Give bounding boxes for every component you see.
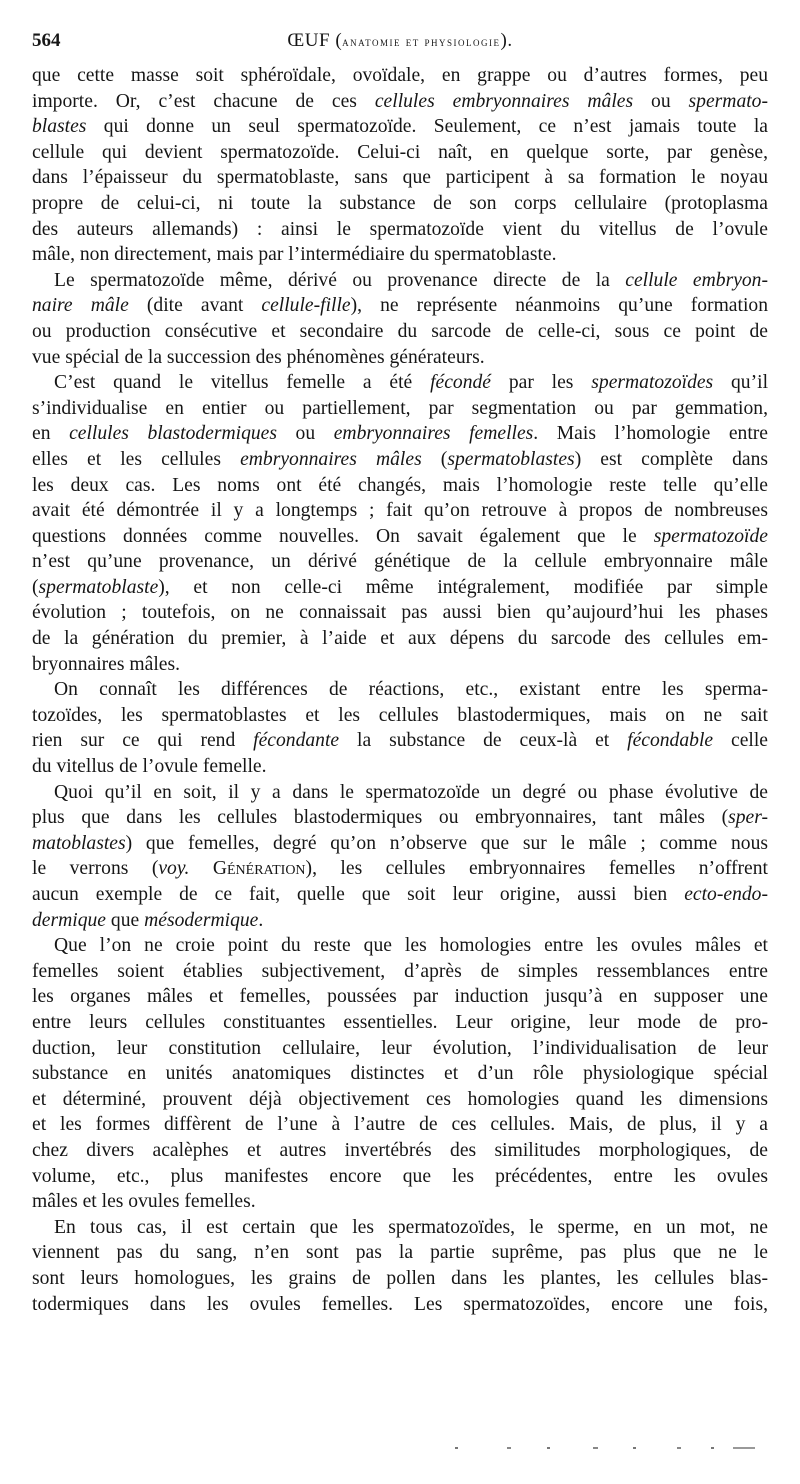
page-number: 564 bbox=[32, 30, 61, 51]
text-line bbox=[32, 498, 768, 524]
text-run: des auteurs allemands) : ainsi le spermatozoïde vient du vitellus de l’ovule bbox=[32, 218, 768, 240]
text-line bbox=[32, 549, 768, 575]
text-run: volume, etc., plus manifestes encore que les précédentes, entre les ovules bbox=[32, 1165, 768, 1187]
italic-run: spermatozoïdes bbox=[591, 372, 714, 394]
text-run bbox=[189, 858, 212, 879]
text-run: mâle, non directement, mais par l’intermédiaire du spermatoblaste. bbox=[32, 244, 557, 266]
text-run: ( bbox=[421, 448, 448, 470]
text-line bbox=[32, 933, 768, 959]
text-line bbox=[32, 1215, 768, 1241]
text-run: Le spermatozoïde même, dérivé ou provenance directe de la bbox=[54, 269, 626, 291]
text-run: Quoi qu’il en soit, il y a dans le spermatozoïde un degré ou phase évolutive de bbox=[54, 781, 768, 803]
text-line bbox=[32, 1266, 768, 1292]
text-run: et les formes diffèrent de l’une à l’autre de ces cellules. Mais, de plus, il y a bbox=[32, 1114, 768, 1136]
italic-run: spermatozoïde bbox=[653, 525, 768, 547]
text-line bbox=[32, 600, 768, 626]
text-run: ) que femelles, degré qu’on n’observe que sur le mâle ; comme nous bbox=[125, 832, 768, 854]
text-line bbox=[32, 293, 768, 319]
text-run: substance en unités anatomiques distinctes et d’un rôle physiologique spécial bbox=[32, 1063, 768, 1085]
italic-run: sper- bbox=[728, 807, 768, 829]
text-run: ( bbox=[32, 576, 39, 598]
text-run: Que l’on ne croie point du reste que les homologies entre les ovules mâles et bbox=[54, 935, 768, 957]
text-run: cellule qui devient spermatozoïde. Celui-ci naît, en quelque sorte, par genèse, bbox=[32, 141, 768, 163]
text-line bbox=[32, 1189, 768, 1215]
text-line bbox=[32, 677, 768, 703]
italic-run: dermique bbox=[32, 909, 107, 931]
text-run: de la génération du premier, à l’aide et aux dépens du sarcode des cellules em- bbox=[32, 628, 768, 650]
text-line bbox=[32, 370, 768, 396]
text-run: duction, leur constitution cellulaire, leur évolution, l’individualisation de leur bbox=[32, 1037, 768, 1059]
text-line bbox=[32, 1164, 768, 1190]
text-run: par les bbox=[491, 372, 592, 394]
smallcaps-run: Génération bbox=[212, 858, 306, 880]
text-line bbox=[32, 345, 768, 371]
text-line bbox=[32, 856, 768, 882]
italic-run: matoblastes bbox=[32, 832, 126, 854]
text-line bbox=[32, 575, 768, 601]
text-run: (dite avant bbox=[128, 295, 262, 317]
text-line bbox=[32, 524, 768, 550]
text-line bbox=[32, 191, 768, 217]
text-run: propre de celui-ci, ni toute la substance de son corps cellulaire (protoplasma bbox=[32, 192, 768, 214]
text-line bbox=[32, 626, 768, 652]
italic-run: cellule embryon- bbox=[625, 269, 769, 291]
text-run: ou bbox=[277, 423, 334, 445]
italic-run: cellules embryonnaires mâles bbox=[374, 90, 634, 112]
body-text bbox=[32, 63, 768, 1317]
text-run: . bbox=[258, 909, 264, 931]
text-run: et déterminé, prouvent déjà objectivement ces homologies quand les dimensions bbox=[32, 1088, 768, 1110]
italic-run: voy. bbox=[158, 858, 190, 880]
italic-run: naire mâle bbox=[32, 295, 129, 317]
text-line bbox=[32, 1112, 768, 1138]
text-run: chez divers acalèphes et autres invertébrés des similitudes morphologiques, de bbox=[32, 1139, 768, 1161]
text-line bbox=[32, 421, 768, 447]
italic-run: fécondable bbox=[627, 730, 714, 752]
scan-speckle-marks bbox=[455, 1446, 760, 1450]
text-run: les deux cas. Les noms ont été changés, mais l’homologie reste telle qu’elle bbox=[32, 474, 768, 496]
text-line bbox=[32, 1087, 768, 1113]
text-line bbox=[32, 754, 768, 780]
text-line bbox=[32, 882, 768, 908]
text-run: avait été démontrée il y a longtemps ; fait qu’on retrouve à propos de nombreuses bbox=[32, 500, 768, 522]
italic-run: spermatoblastes bbox=[447, 448, 575, 470]
text-run: les organes mâles et femelles, poussées par induction jusqu’à en supposer une bbox=[32, 986, 768, 1008]
text-run: qui donne un seul spermatozoïde. Seulement, ce n’est jamais toute la bbox=[86, 116, 768, 138]
text-run: ) est complète dans bbox=[574, 448, 768, 470]
italic-run: spermato- bbox=[688, 90, 769, 112]
text-run: viennent pas du sang, n’en sont pas la partie suprême, pas plus que ne le bbox=[32, 1242, 768, 1264]
text-line bbox=[32, 319, 768, 345]
text-line bbox=[32, 242, 768, 268]
text-line bbox=[32, 908, 768, 934]
text-run: On connaît les différences de réactions, etc., existant entre les sperma- bbox=[54, 679, 768, 701]
text-run: En tous cas, il est certain que les spermatozoïdes, le sperme, en un mot, ne bbox=[54, 1216, 768, 1238]
italic-run: embryonnaires femelles bbox=[333, 423, 534, 445]
text-run: entre leurs cellules constituantes essentielles. Leur origine, leur mode de pro- bbox=[32, 1011, 768, 1033]
text-run: mâles et les ovules femelles. bbox=[32, 1191, 256, 1213]
text-line bbox=[32, 959, 768, 985]
text-run: femelles soient établies subjectivement, d’après de simples ressemblances entre bbox=[32, 960, 768, 982]
text-run: ), les cellules embryonnaires femelles n’offrent bbox=[305, 858, 768, 880]
text-run: importe. Or, c’est chacune de ces bbox=[32, 90, 375, 112]
text-line bbox=[32, 703, 768, 729]
italic-run: mésodermique bbox=[144, 909, 259, 931]
text-line bbox=[32, 217, 768, 243]
text-run: s’individualise en entier ou partiellement, par segmentation ou par gemmation, bbox=[32, 397, 768, 419]
text-run: du vitellus de l’ovule femelle. bbox=[32, 756, 267, 778]
text-line bbox=[32, 984, 768, 1010]
text-line bbox=[32, 89, 768, 115]
text-run: que bbox=[106, 909, 145, 931]
text-line bbox=[32, 473, 768, 499]
text-line bbox=[32, 268, 768, 294]
text-run: en bbox=[32, 423, 70, 445]
text-run: la substance de ceux-là et bbox=[339, 730, 628, 752]
text-line bbox=[32, 1010, 768, 1036]
text-run: n’est qu’une provenance, un dérivé génétique de la cellule embryonnaire mâle bbox=[32, 551, 768, 573]
text-run: celle bbox=[713, 730, 768, 752]
text-run: rien sur ce qui rend bbox=[32, 730, 254, 752]
text-run: ), ne représente néanmoins qu’une formation bbox=[350, 295, 768, 317]
text-line bbox=[32, 114, 768, 140]
text-line bbox=[32, 780, 768, 806]
italic-run: cellule-fille bbox=[261, 295, 351, 317]
running-header bbox=[32, 30, 768, 56]
text-run: tozoïdes, les spermatoblastes et les cellules blastodermiques, mais on ne sait bbox=[32, 704, 768, 726]
italic-run: ecto-endo- bbox=[684, 884, 768, 905]
text-line bbox=[32, 165, 768, 191]
running-title-end: ). bbox=[500, 30, 513, 51]
running-title-smallcaps: anatomie et physiologie bbox=[342, 34, 501, 49]
text-run: aucun exemple de ce fait, quelle que soit leur origine, aussi bien bbox=[32, 884, 685, 905]
text-run: sont leurs homologues, les grains de pollen dans les plantes, les cellules blas- bbox=[32, 1267, 768, 1289]
text-run: ), et non celle-ci même intégralement, modifiée par simple bbox=[158, 576, 768, 598]
running-title bbox=[32, 30, 768, 52]
text-line bbox=[32, 652, 768, 678]
italic-run: cellules blastodermiques bbox=[69, 423, 277, 445]
text-line bbox=[32, 728, 768, 754]
text-run: ou bbox=[633, 90, 689, 112]
text-run: le verrons ( bbox=[32, 858, 159, 880]
italic-run: fécondante bbox=[253, 730, 340, 752]
text-run: elles et les cellules bbox=[32, 448, 241, 470]
text-line bbox=[32, 1138, 768, 1164]
text-run: questions données comme nouvelles. On savait également que le bbox=[32, 525, 654, 547]
text-run: vue spécial de la succession des phénomènes générateurs. bbox=[32, 346, 485, 368]
text-run: plus que dans les cellules blastodermiques ou embryonnaires, tant mâles ( bbox=[32, 807, 729, 829]
text-run: dans l’épaisseur du spermatoblaste, sans que participent à sa formation le noyau bbox=[32, 167, 768, 189]
text-line bbox=[32, 1292, 768, 1318]
text-run: ou production consécutive et secondaire du sarcode de celle-ci, sous ce point de bbox=[32, 320, 768, 342]
italic-run: blastes bbox=[32, 116, 87, 138]
text-line bbox=[32, 1061, 768, 1087]
book-page bbox=[32, 30, 768, 1317]
text-run: qu’il bbox=[713, 372, 769, 394]
text-run: bryonnaires mâles. bbox=[32, 653, 180, 675]
text-run: que cette masse soit sphéroïdale, ovoïdale, en grappe ou d’autres formes, peu bbox=[32, 65, 768, 86]
text-line bbox=[32, 140, 768, 166]
italic-run: spermatoblaste bbox=[38, 576, 159, 598]
text-line bbox=[32, 1240, 768, 1266]
running-title-main: ŒUF ( bbox=[287, 30, 343, 51]
text-line bbox=[32, 831, 768, 857]
text-run: C’est quand le vitellus femelle a été bbox=[54, 372, 431, 394]
text-line bbox=[32, 1036, 768, 1062]
text-line bbox=[32, 63, 768, 89]
text-line bbox=[32, 447, 768, 473]
italic-run: fécondé bbox=[430, 372, 492, 394]
text-line bbox=[32, 396, 768, 422]
text-run: todermiques dans les ovules femelles. Les spermatozoïdes, encore une fois, bbox=[32, 1293, 768, 1315]
italic-run: embryonnaires mâles bbox=[240, 448, 422, 470]
text-run: évolution ; toutefois, on ne connaissait pas aussi bien qu’aujourd’hui les phases bbox=[32, 602, 768, 624]
text-line bbox=[32, 805, 768, 831]
text-run: . Mais l’homologie entre bbox=[533, 423, 768, 445]
